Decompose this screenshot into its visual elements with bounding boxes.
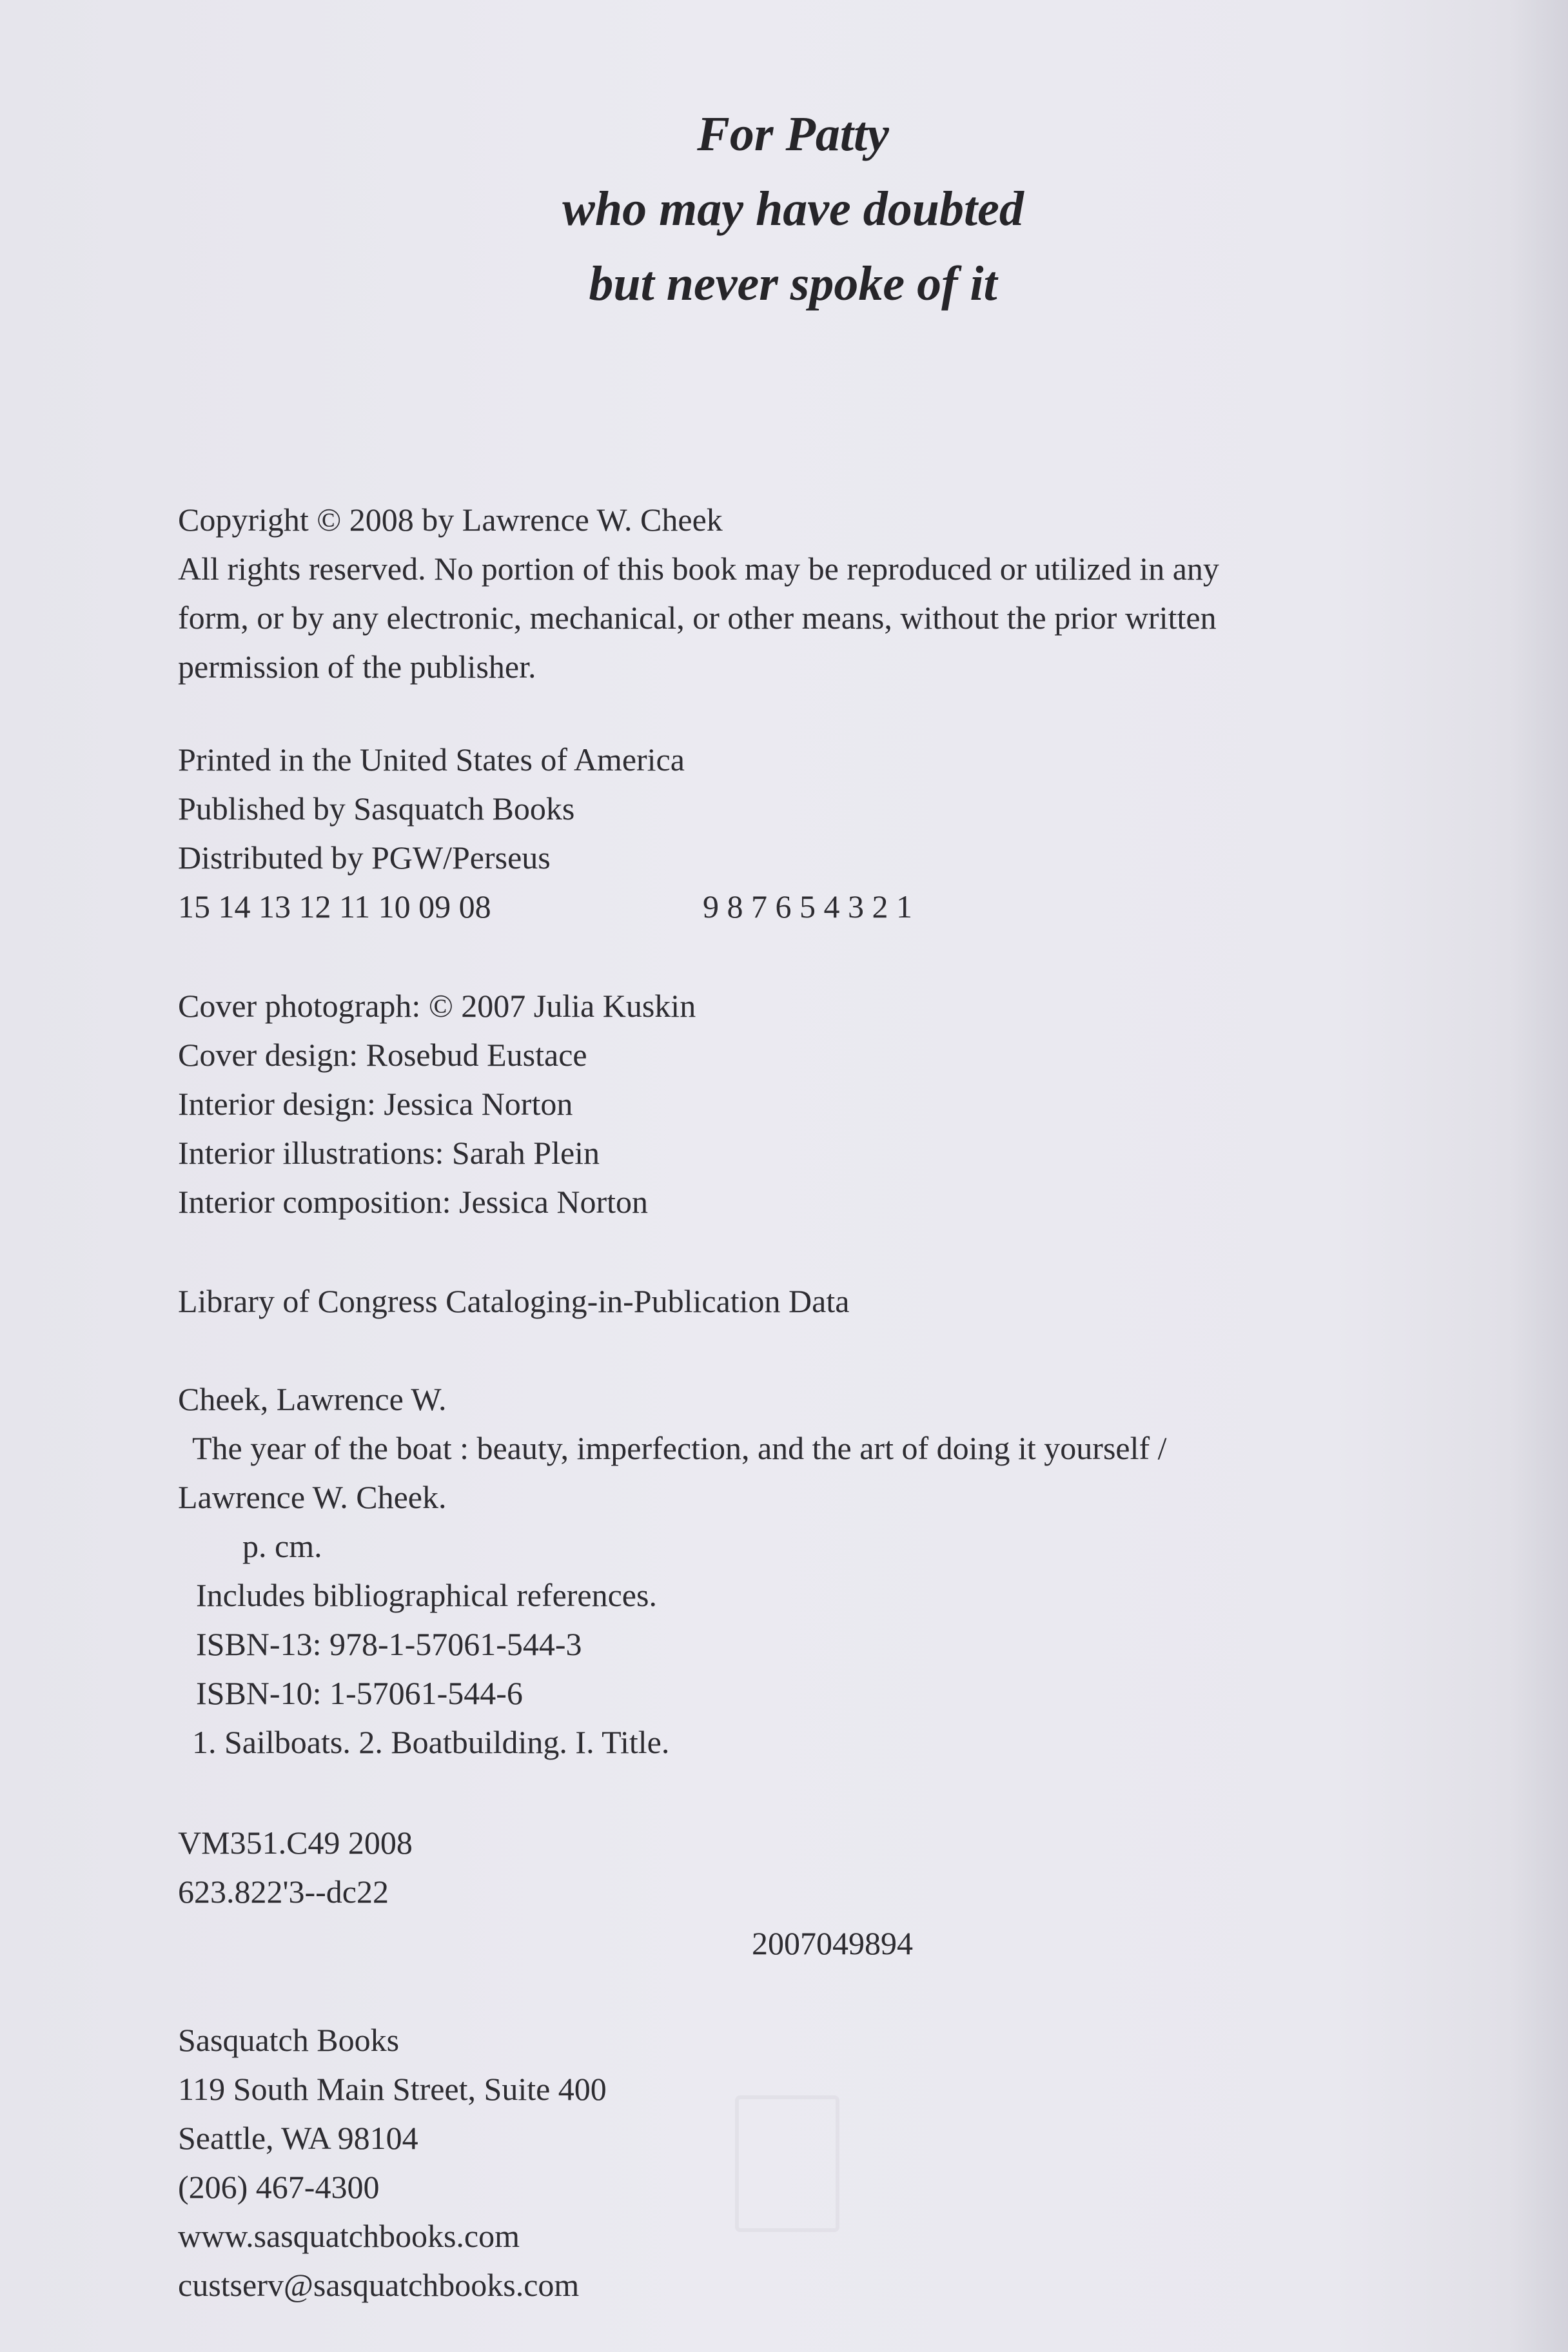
cip-isbn-10: ISBN-10: 1-57061-544-6 <box>196 1675 523 1711</box>
page-edge-shadow <box>1510 0 1568 2352</box>
printed-in: Printed in the United States of America <box>178 741 685 778</box>
interior-design-credit: Interior design: Jessica Norton <box>178 1086 573 1122</box>
rights-line-2: form, or by any electronic, mechanical, or other means, without the prior written <box>178 600 1217 636</box>
interior-illustrations-credit: Interior illustrations: Sarah Plein <box>178 1135 600 1171</box>
dewey-number: 623.822'3--dc22 <box>178 1874 389 1910</box>
dedication <box>0 97 1568 321</box>
cip-subjects: 1. Sailboats. 2. Boatbuilding. I. Title. <box>192 1724 670 1760</box>
cover-photo-credit: Cover photograph: © 2007 Julia Kuskin <box>178 988 696 1024</box>
cover-design-credit: Cover design: Rosebud Eustace <box>178 1037 587 1073</box>
credits <box>178 981 696 1226</box>
dedication-line-2: who may have doubted <box>562 182 1024 236</box>
cip-includes: Includes bibliographical references. <box>196 1577 657 1613</box>
rights-line-3: permission of the publisher. <box>178 649 536 685</box>
dedication-line-1: For Patty <box>697 107 889 161</box>
publisher-email: custserv@sasquatchbooks.com <box>178 2267 580 2303</box>
copyright-notice <box>178 495 1219 691</box>
cip-author-2: Lawrence W. Cheek. <box>178 1479 447 1515</box>
call-number: VM351.C49 2008 <box>178 1825 413 1861</box>
lccn-number: 2007049894 <box>752 1925 913 1961</box>
publisher-address-2: Seattle, WA 98104 <box>178 2120 418 2156</box>
published-by: Published by Sasquatch Books <box>178 790 575 827</box>
cip-data <box>178 1375 1167 1767</box>
publisher-phone: (206) 467-4300 <box>178 2169 380 2205</box>
cip-title: The year of the boat : beauty, imperfection, and the art of doing it yourself / <box>192 1430 1167 1466</box>
printing-numbers <box>178 882 912 931</box>
printing-impressions: 9 8 7 6 5 4 3 2 1 <box>703 888 912 925</box>
publisher-website: www.sasquatchbooks.com <box>178 2218 520 2254</box>
bleed-through-logo <box>735 2095 839 2232</box>
distributed-by: Distributed by PGW/Perseus <box>178 839 551 876</box>
interior-composition-credit: Interior composition: Jessica Norton <box>178 1184 649 1220</box>
publisher-address-1: 119 South Main Street, Suite 400 <box>178 2071 607 2107</box>
copyright-line: Copyright © 2008 by Lawrence W. Cheek <box>178 502 723 538</box>
cip-isbn-13: ISBN-13: 978-1-57061-544-3 <box>196 1626 582 1662</box>
cip-author: Cheek, Lawrence W. <box>178 1381 447 1417</box>
publisher-name: Sasquatch Books <box>178 2022 400 2058</box>
classification <box>178 1818 413 1916</box>
publisher-contact <box>178 2015 607 2309</box>
printing-years: 15 14 13 12 11 10 09 08 <box>178 888 491 925</box>
cip-heading-block <box>178 1277 849 1326</box>
cip-heading: Library of Congress Cataloging-in-Publication Data <box>178 1283 850 1319</box>
dedication-line-3: but never spoke of it <box>589 257 997 311</box>
rights-line-1: All rights reserved. No portion of this book may be reproduced or utilized in any <box>178 551 1219 587</box>
printing-info <box>178 735 912 931</box>
cip-pages: p. cm. <box>242 1528 322 1564</box>
